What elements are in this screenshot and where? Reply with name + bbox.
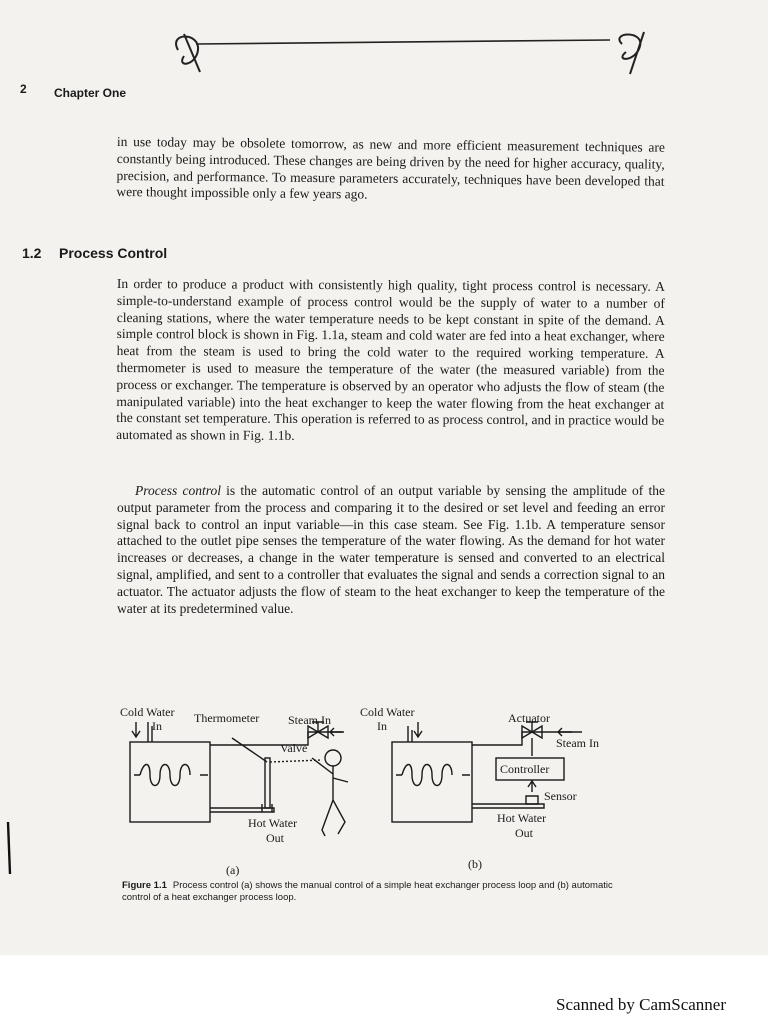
- intro-paragraph: in use today may be obsolete tomorrow, as new and more efficient measurement techniques are constantly being introduced. These changes are being driven by the need for higher accuracy, quality, precision, and performance. To measure parameters accurately, techniques have been developed that were thought impossible only a few years ago.: [116, 134, 665, 203]
- section-number: 1.2: [22, 245, 42, 261]
- body-paragraph-2-text: is the automatic control of an output variable by sensing the amplitude of the output parameter from the process and comparing it to the desired or set level and feeding an error signal back to control an input variable—in this case steam. See Fig. 1.1b. A temperature sensor attached to the outlet pipe senses the temperature of the water flowing. As the demand for hot water increases or decreases, a change in the water temperature is sensed and converted to an electrical signal, amplified, and sent to a controller that evaluates the signal and sends a correction signal to an actuator. The actuator adjusts the flow of steam to the heat exchanger to keep the temperature of the water at its predetermined value.: [117, 483, 665, 616]
- heating-coil-a: [140, 765, 190, 786]
- heat-exchanger-b: [392, 742, 472, 822]
- section-heading: [22, 245, 167, 261]
- margin-scan-mark: [6, 822, 12, 874]
- body-paragraph-2: [117, 483, 665, 617]
- steam-in-arrow-b: [558, 728, 582, 736]
- body-paragraph-1: In order to produce a product with consistently high quality, tight process control is necessary. A simple-to-understand example of process control would be the supply of water to a number of cleaning stations, where the water temperature needs to be kept constant in spite of the demand. A simple control block is shown in Fig. 1.1a, steam and cold water are fed into a heat exchanger, where heat from the steam is used to bring the cold water to the required working temperature. A thermometer is used to measure the temperature of the water (the measured variable) from the process or exchanger. The temperature is observed by an operator who adjusts the flow of steam (the manipulated variable) into the heat exchanger to keep the water flowing from the heat exchanger at the constant set temperature. This operation is referred to as process control, and in practice would be automated as shown in Fig. 1.1b.: [116, 276, 665, 444]
- section-title: Process Control: [59, 245, 168, 261]
- thermometer-a: [265, 758, 270, 808]
- label-subfigure-a: (a): [226, 863, 240, 877]
- heating-coil-b: [402, 765, 452, 786]
- figure-caption-text: Process control (a) shows the manual control of a simple heat exchanger process loop and (b) automatic control of a heat exchanger process loop.: [122, 880, 613, 903]
- label-valve: Valve: [280, 741, 308, 755]
- sensor-signal-link: [528, 780, 536, 792]
- label-subfigure-b: (b): [468, 857, 482, 871]
- operator-figure: [312, 758, 348, 836]
- page-number: 2: [20, 82, 27, 96]
- figure-caption: [122, 880, 622, 903]
- thermometer-pointer: [232, 738, 267, 762]
- running-head: Chapter One: [54, 86, 127, 100]
- process-control-term: Process control: [135, 483, 221, 498]
- label-hot-water-out-a: Out: [266, 831, 284, 845]
- steam-in-arrow-a: [330, 728, 344, 736]
- handwritten-sketch-mark: [170, 28, 660, 84]
- label-actuator: Actuator: [508, 711, 550, 725]
- figure-caption-label: Figure 1.1: [122, 880, 167, 891]
- label-steam-in-b: Steam In: [556, 736, 599, 750]
- heat-exchanger-a: [130, 742, 210, 822]
- cold-water-arrow-b: [414, 722, 422, 737]
- cold-water-inlet-b: [408, 726, 412, 742]
- label-cold-water-a: Cold Water: [120, 705, 175, 719]
- operator-head: [325, 750, 341, 766]
- figure-1-1: [112, 700, 632, 890]
- label-hot-water-b: Hot Water: [497, 811, 547, 825]
- label-steam-in-a: Steam In: [288, 713, 331, 727]
- label-thermometer: Thermometer: [194, 711, 260, 725]
- label-controller: Controller: [500, 762, 550, 776]
- label-hot-water-out-b: Out: [515, 826, 533, 840]
- temperature-sensor: [526, 796, 538, 804]
- camscanner-watermark: Scanned by CamScanner: [556, 995, 726, 1014]
- label-hot-water-a: Hot Water: [248, 816, 298, 830]
- cold-water-arrow-a: [132, 722, 140, 737]
- label-cold-water-b: Cold Water: [360, 705, 415, 719]
- label-cold-water-in-a: In: [152, 719, 162, 733]
- label-cold-water-in-b: In: [377, 719, 387, 733]
- label-sensor: Sensor: [544, 789, 577, 803]
